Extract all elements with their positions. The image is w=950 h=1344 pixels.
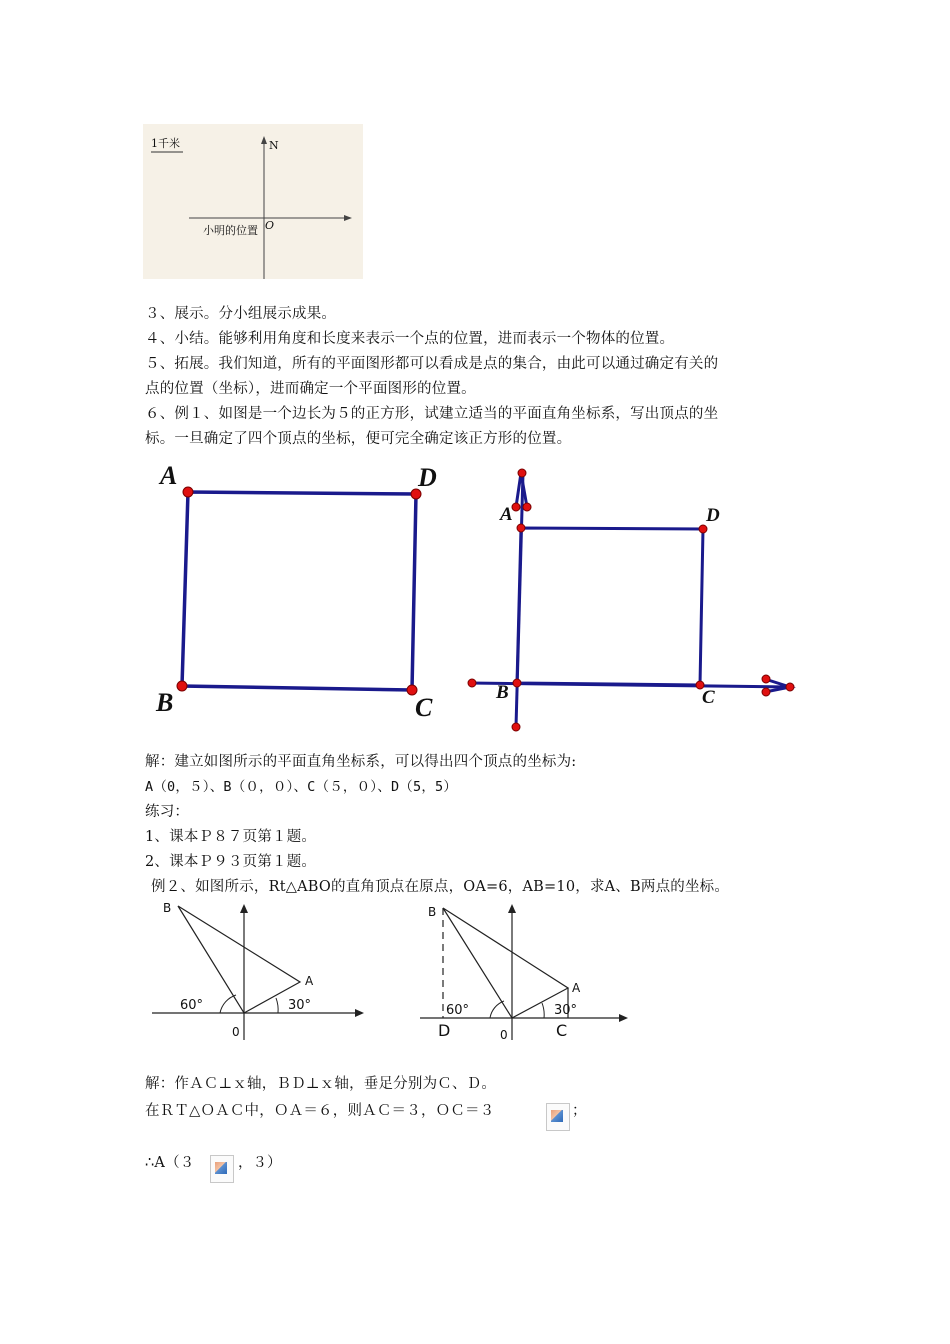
vertex-b-dot — [513, 679, 521, 687]
solution1-line-2: A（0，５）、B（０，０）、C（５，０）、D（5，5） — [145, 779, 458, 795]
axis-end-dot — [518, 469, 526, 477]
paragraph-6-line-2: 标。一旦确定了四个顶点的坐标，便可完全确定该正方形的位置。 — [145, 431, 572, 447]
paragraph-4: ４、小结。能够利用角度和长度来表示一个点的位置，进而表示一个物体的位置。 — [145, 331, 675, 347]
vertex-b-dot — [177, 681, 187, 691]
paragraph-3: ３、展示。分小组展示成果。 — [145, 306, 337, 322]
right-label-d: D — [706, 505, 720, 526]
scale-label: 1千米 — [151, 137, 180, 150]
tri-right-label-b: B — [428, 905, 437, 919]
left-label-d: D — [418, 463, 437, 492]
square-figure-left — [140, 455, 460, 735]
tri-right-label-a: A — [572, 981, 581, 995]
north-label: N — [269, 139, 279, 152]
paragraph-5-line-1: ５、拓展。我们知道，所有的平面图形都可以看成是点的集合，由此可以通过确定有关的 — [145, 356, 719, 372]
solution2-line-3-start: ∴A（３ — [145, 1155, 195, 1171]
triangle-abo — [443, 908, 568, 1018]
solution2-line-3 — [145, 1151, 195, 1172]
paragraph-6-line-1: ６、例１、如图是一个边长为５的正方形，试建立适当的平面直角坐标系，写出顶点的坐 — [145, 406, 719, 422]
origin-label: O — [265, 219, 275, 232]
solution2-line-3-end: ，３） — [238, 1155, 282, 1171]
axis-end-dot — [512, 503, 520, 511]
axis-end-dot — [468, 679, 476, 687]
triangle-figure-left — [150, 895, 370, 1045]
solution2-line-2 — [145, 1099, 494, 1120]
example2-text: 例２、如图所示，Rt△ABO的直角顶点在原点，OA=6，AB=10，求A、B两点的坐标。 — [151, 879, 730, 895]
axis-end-dot — [512, 723, 520, 731]
position-label: 小明的位置 — [203, 224, 258, 237]
axis-end-dot — [762, 688, 770, 696]
solution2-line-2-end: ； — [572, 1103, 587, 1119]
practice-item-1: 1、课本Ｐ８７页第１题。 — [145, 829, 317, 845]
broken-image-icon — [210, 1155, 234, 1183]
solution2-line-1: 解：作ＡＣ⊥ｘ轴，ＢＤ⊥ｘ轴，垂足分别为Ｃ、Ｄ。 — [145, 1076, 497, 1092]
left-label-b: B — [156, 688, 174, 717]
right-label-c: C — [702, 687, 715, 708]
broken-image-icon — [546, 1103, 570, 1131]
right-label-a: A — [500, 504, 513, 525]
axis-end-dot — [523, 503, 531, 511]
paragraph-5-line-2: 点的位置（坐标），进而确定一个平面图形的位置。 — [145, 381, 476, 397]
vertex-a-dot — [183, 487, 193, 497]
tri-left-label-b: B — [163, 901, 172, 915]
tri-left-angle-60: 60° — [180, 998, 204, 1013]
tri-right-angle-60: 60° — [446, 1003, 470, 1018]
solution1-line-1: 解：建立如图所示的平面直角坐标系，可以得出四个顶点的坐标为: — [145, 754, 577, 770]
tri-left-label-o: 0 — [232, 1025, 240, 1039]
square-figure-right — [465, 465, 805, 740]
tri-right-label-o: 0 — [500, 1028, 508, 1042]
tri-left-angle-30: 30° — [288, 998, 312, 1013]
triangle-abo — [178, 906, 300, 1013]
vertex-a-dot — [517, 524, 525, 532]
axis-end-dot — [762, 675, 770, 683]
right-label-b: B — [496, 682, 509, 703]
tri-right-label-c: C — [556, 1021, 568, 1040]
square-outline — [182, 492, 416, 690]
tri-right-angle-30: 30° — [554, 1003, 578, 1018]
practice-item-2: 2、课本Ｐ９３页第１题。 — [145, 854, 317, 870]
map-figure — [143, 124, 363, 279]
square-outline — [517, 528, 703, 685]
practice-title: 练习： — [145, 804, 190, 820]
left-label-c: C — [415, 693, 433, 722]
axis-end-dot — [786, 683, 794, 691]
tri-right-label-d: D — [438, 1021, 451, 1040]
left-label-a: A — [160, 461, 178, 490]
solution2-line-2-text: 在ＲＴ△ＯＡＣ中，ＯＡ＝６，则ＡＣ＝３，ＯＣ＝３ — [145, 1103, 495, 1119]
tri-left-label-a: A — [305, 974, 314, 988]
